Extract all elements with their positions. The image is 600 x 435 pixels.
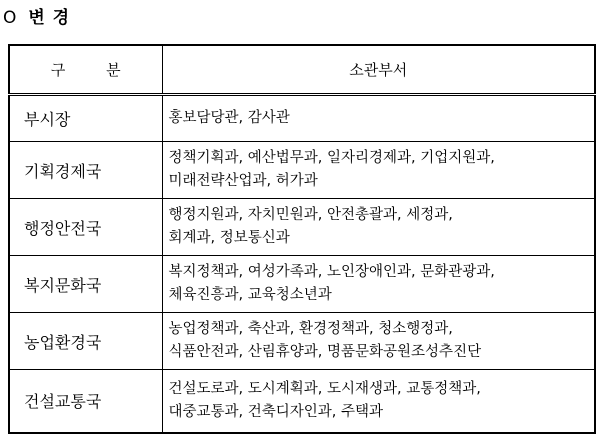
department-line: 대중교통과, 건축디자인과, 주택과 <box>168 403 384 420</box>
department-line: 정책기획과, 예산법무과, 일자리경제과, 기업지원과, <box>168 150 495 166</box>
heading-marker: O <box>3 8 18 28</box>
department-cell <box>162 370 595 433</box>
table-header-row <box>9 45 595 95</box>
department-line: 미래전략산업과, 허가과 <box>168 173 318 189</box>
division-cell: 행정안전국 <box>9 199 162 256</box>
department-line: 회계과, 정보통신과 <box>168 230 290 246</box>
heading-title: 변 경 <box>28 8 71 28</box>
organization-table <box>8 44 596 434</box>
department-line: 농업정책과, 축산과, 환경정책과, 청소행정과, <box>168 321 453 337</box>
header-division: 구 분 <box>9 45 162 95</box>
division-cell: 농업환경국 <box>9 313 162 370</box>
division-cell: 건설교통국 <box>9 370 162 433</box>
division-cell: 기획경제국 <box>9 142 162 199</box>
department-cell <box>162 199 595 256</box>
department-cell <box>162 313 595 370</box>
table-row <box>9 370 595 433</box>
department-line: 행정지원과, 자치민원과, 안전총괄과, 세정과, <box>168 207 453 223</box>
division-cell: 부시장 <box>9 95 162 142</box>
department-line: 복지정책과, 여성가족과, 노인장애인과, 문화관광과, <box>168 264 495 280</box>
department-cell <box>162 256 595 313</box>
table-row <box>9 256 595 313</box>
department-cell <box>162 142 595 199</box>
table-row <box>9 313 595 370</box>
department-cell <box>162 95 595 142</box>
department-line: 홍보담당관, 감사관 <box>168 110 290 126</box>
section-heading <box>3 5 70 31</box>
division-cell: 복지문화국 <box>9 256 162 313</box>
department-line: 건설도로과, 도시계획과, 도시재생과, 교통정책과, <box>168 380 481 397</box>
header-department: 소관부서 <box>162 45 595 95</box>
table-row <box>9 95 595 142</box>
department-line: 식품안전과, 산림휴양과, 명품문화공원조성추진단 <box>168 344 482 360</box>
table-row <box>9 199 595 256</box>
table-row <box>9 142 595 199</box>
department-line: 체육진흥과, 교육청소년과 <box>168 287 332 303</box>
